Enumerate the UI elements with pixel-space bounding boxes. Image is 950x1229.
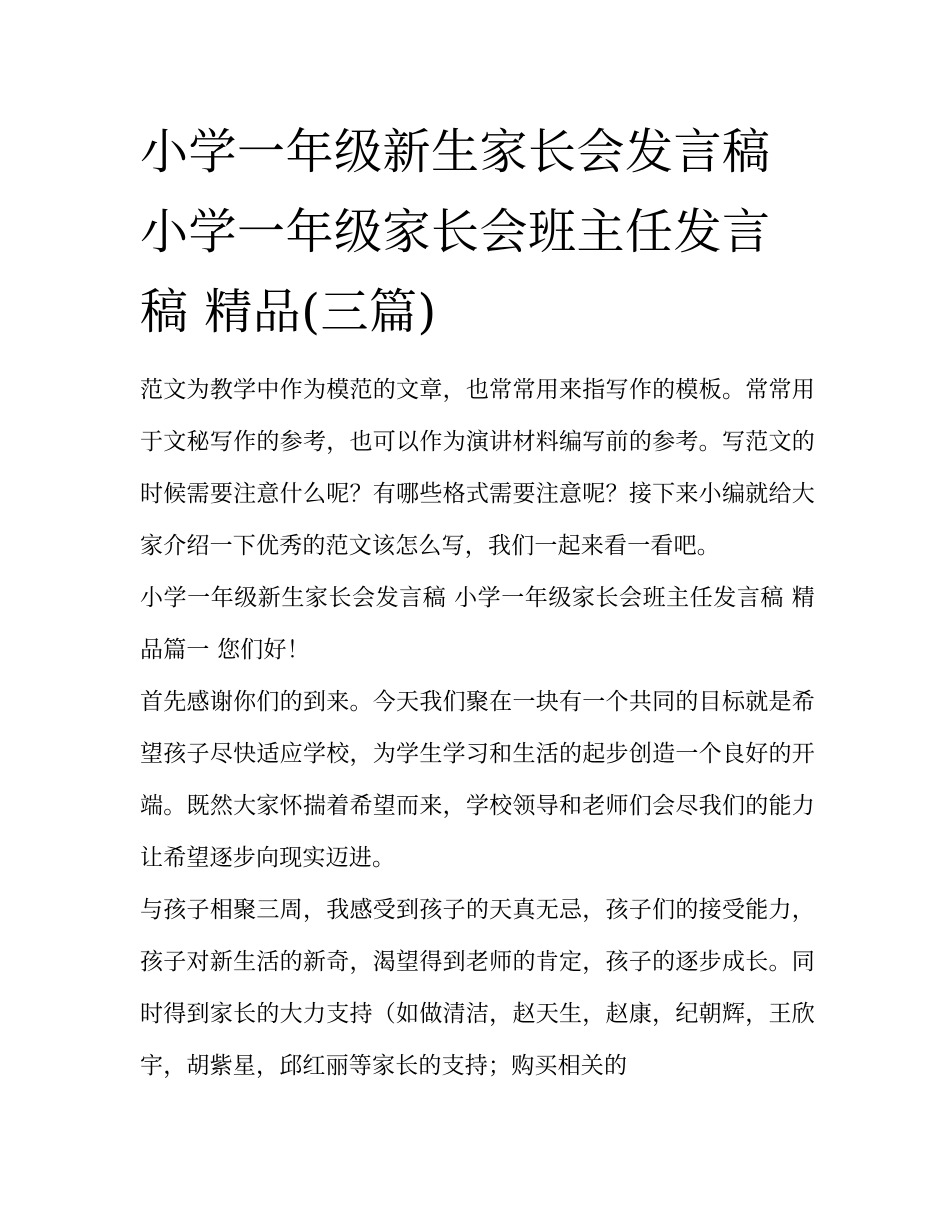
paragraph-intro: 范文为教学中作为模范的文章，也常常用来指写作的模板。常常用于文秘写作的参考，也可以作为演讲材料编写前的参考。写范文的时候需要注意什么呢？有哪些格式需要注意呢？接下来小编就给大家介绍一下优秀的范文该怎么写，我们一起来看一看吧。 bbox=[140, 377, 815, 559]
paragraph-list bbox=[140, 364, 815, 1092]
paragraph-reflection: 与孩子相聚三周，我感受到孩子的天真无忌，孩子们的接受能力，孩子对新生活的新奇，渴望得到老师的肯定，孩子的逐步成长。同时得到家长的大力支持（如做清洁，赵天生，赵康，纪朝辉，王欣宇，胡紫星，邱红丽等家长的支持；购买相关的 bbox=[140, 897, 815, 1079]
paragraph-welcome: 首先感谢你们的到来。今天我们聚在一块有一个共同的目标就是希望孩子尽快适应学校，为学生学习和生活的起步创造一个良好的开端。既然大家怀揣着希望而来，学校领导和老师们会尽我们的能力让希望逐步向现实迈进。 bbox=[140, 689, 815, 871]
document-body bbox=[140, 112, 815, 1092]
document-title: 小学一年级新生家长会发言稿 小学一年级家长会班主任发言稿 精品(三篇) bbox=[140, 124, 787, 340]
paragraph-heading: 小学一年级新生家长会发言稿 小学一年级家长会班主任发言稿 精品篇一 您们好！ bbox=[140, 585, 815, 663]
